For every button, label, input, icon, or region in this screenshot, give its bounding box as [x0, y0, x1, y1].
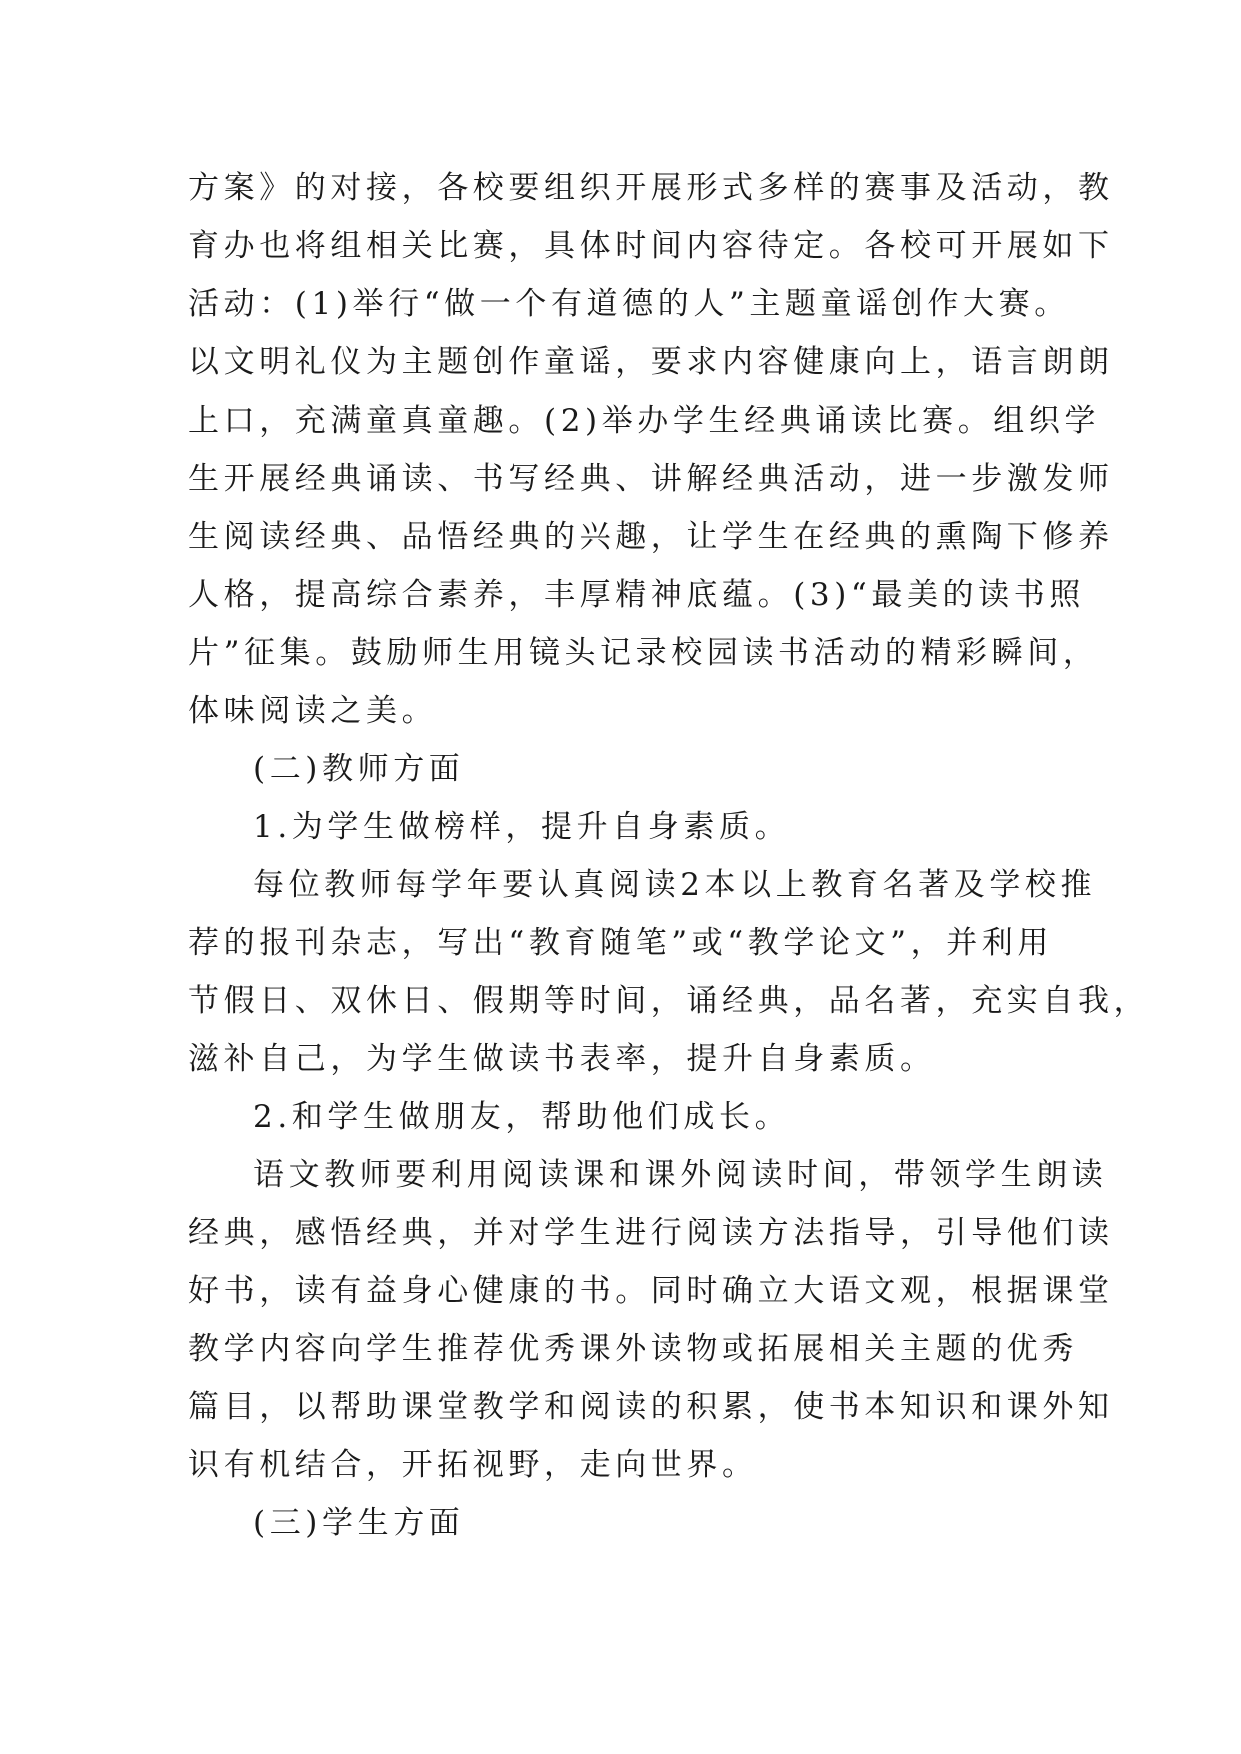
paragraph-1-line-1: 方案》的对接，各校要组织开展形式多样的赛事及活动，教	[188, 170, 1114, 206]
paragraph-1-line-4: 以文明礼仪为主题创作童谣，要求内容健康向上，语言朗朗	[188, 344, 1114, 380]
paragraph-1-line-9: 片”征集。鼓励师生用镜头记录校园读书活动的精彩瞬间，	[188, 635, 1099, 671]
section-heading-teachers: (二)教师方面	[253, 751, 465, 787]
paragraph-1-line-2: 育办也将组相关比赛，具体时间内容待定。各校可开展如下	[188, 228, 1114, 264]
item-2-title: 2.和学生做朋友，帮助他们成长。	[253, 1099, 791, 1135]
paragraph-3-line-6: 识有机结合，开拓视野，走向世界。	[188, 1447, 758, 1483]
paragraph-1-line-7: 生阅读经典、品悟经典的兴趣，让学生在经典的熏陶下修养	[188, 519, 1114, 555]
paragraph-2-line-3: 节假日、双休日、假期等时间，诵经典，品名著，充实自我，	[188, 983, 1150, 1019]
paragraph-3-line-1: 语文教师要利用阅读课和课外阅读时间，带领学生朗读	[253, 1157, 1108, 1193]
item-1-title: 1.为学生做榜样，提升自身素质。	[253, 809, 791, 845]
paragraph-1-line-6: 生开展经典诵读、书写经典、讲解经典活动，进一步激发师	[188, 461, 1114, 497]
paragraph-3-line-4: 教学内容向学生推荐优秀课外读物或拓展相关主题的优秀	[188, 1331, 1078, 1367]
paragraph-1-line-8: 人格，提高综合素养，丰厚精神底蕴。(3)“最美的读书照	[188, 577, 1085, 613]
paragraph-1-line-5: 上口，充满童真童趣。(2)举办学生经典诵读比赛。组织学	[188, 403, 1101, 439]
paragraph-2-line-1: 每位教师每学年要认真阅读2本以上教育名著及学校推	[253, 867, 1097, 903]
paragraph-3-line-5: 篇目，以帮助课堂教学和阅读的积累，使书本知识和课外知	[188, 1389, 1114, 1425]
paragraph-1-line-10: 体味阅读之美。	[188, 693, 438, 729]
paragraph-2-line-2: 荐的报刊杂志，写出“教育随笔”或“教学论文”，并利用	[188, 925, 1053, 961]
paragraph-1-line-3: 活动：(1)举行“做一个有道德的人”主题童谣创作大赛。	[188, 286, 1070, 322]
paragraph-3-line-2: 经典，感悟经典，并对学生进行阅读方法指导，引导他们读	[188, 1215, 1114, 1251]
paragraph-2-line-4: 滋补自己，为学生做读书表率，提升自身素质。	[188, 1041, 936, 1077]
section-heading-students: (三)学生方面	[253, 1505, 465, 1541]
paragraph-3-line-3: 好书，读有益身心健康的书。同时确立大语文观，根据课堂	[188, 1273, 1114, 1309]
